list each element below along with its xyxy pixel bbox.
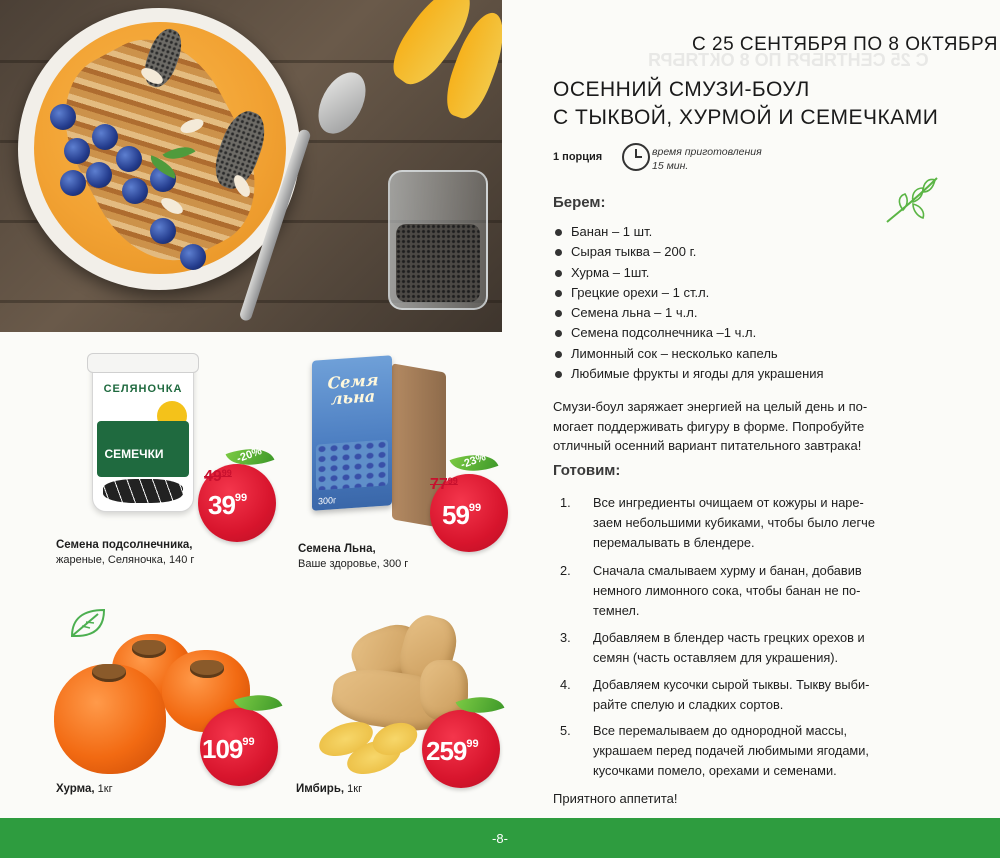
product-caption: Семена подсолнечника, жареные, Селяночка, 140 г bbox=[56, 539, 195, 566]
product-caption: Имбирь, 1кг bbox=[296, 783, 363, 795]
current-price: $109^{99}$ bbox=[202, 734, 255, 764]
list-item: Любимые фрукты и ягоды для украшения bbox=[553, 364, 824, 384]
closing-line: Приятного аппетита! bbox=[553, 791, 678, 806]
prep-time: время приготовления 15 мин. bbox=[652, 146, 762, 172]
discount-leaf: -23% bbox=[450, 445, 499, 481]
current-price: $39^{99}$ bbox=[208, 490, 248, 520]
list-item: Грецкие орехи – 1 ст.л. bbox=[553, 283, 824, 303]
portion-count: 1 порция bbox=[553, 151, 603, 163]
page-footer bbox=[0, 818, 1000, 858]
list-item: Банан – 1 шт. bbox=[553, 222, 824, 242]
current-price: $259^{99}$ bbox=[426, 736, 479, 766]
leaf-outline-icon bbox=[68, 606, 108, 640]
sunflower-seeds-package-image: СЕЛЯНОЧКА СЕМЕЧКИ bbox=[92, 360, 194, 512]
list-item: Сырая тыква – 200 г. bbox=[553, 242, 824, 262]
old-price: $49^{99}$ bbox=[204, 468, 232, 485]
promo-date-range: С 25 СЕНТЯБРЯ ПО 8 ОКТЯБРЯ bbox=[692, 34, 998, 55]
ingredients-list bbox=[553, 222, 824, 384]
product-caption: Семена Льна, Ваше здоровье, 300 г bbox=[298, 543, 409, 570]
recipe-title: С ТЫКВОЙ, ХУРМОЙ И СЕМЕЧКАМИ bbox=[553, 106, 939, 129]
recipe-title: ОСЕННИЙ СМУЗИ-БОУЛ bbox=[553, 78, 810, 101]
list-item: Лимонный сок – несколько капель bbox=[553, 344, 824, 364]
recipe-intro: Смузи-боул заряжает энергией на целый день и по- могает поддерживать фигуру в форме. Попробуйте отличный осенний вариант питательного завтрака! bbox=[553, 399, 868, 453]
steps-heading: Готовим: bbox=[553, 462, 621, 479]
herb-sprig-icon bbox=[883, 170, 943, 226]
product-caption: Хурма, 1кг bbox=[56, 783, 113, 795]
ingredients-heading: Берем: bbox=[553, 194, 606, 211]
clock-icon bbox=[622, 143, 650, 171]
bleed-through-text: С 25 СЕНТЯБРЯ ПО 8 ОКТЯБРЯ bbox=[648, 50, 929, 70]
list-item: Семена льна – 1 ч.л. bbox=[553, 303, 824, 323]
list-item: Семена подсолнечника –1 ч.л. bbox=[553, 323, 824, 343]
flax-seeds-package-image: Семя льна 300г bbox=[312, 355, 392, 511]
list-item: Хурма – 1шт. bbox=[553, 263, 824, 283]
discount-leaf: -20% bbox=[226, 439, 275, 475]
page-number: -8- bbox=[492, 831, 508, 846]
current-price: $59^{99}$ bbox=[442, 500, 482, 530]
smoothie-bowl-photo bbox=[0, 0, 502, 332]
old-price: $77^{99}$ bbox=[430, 476, 458, 493]
